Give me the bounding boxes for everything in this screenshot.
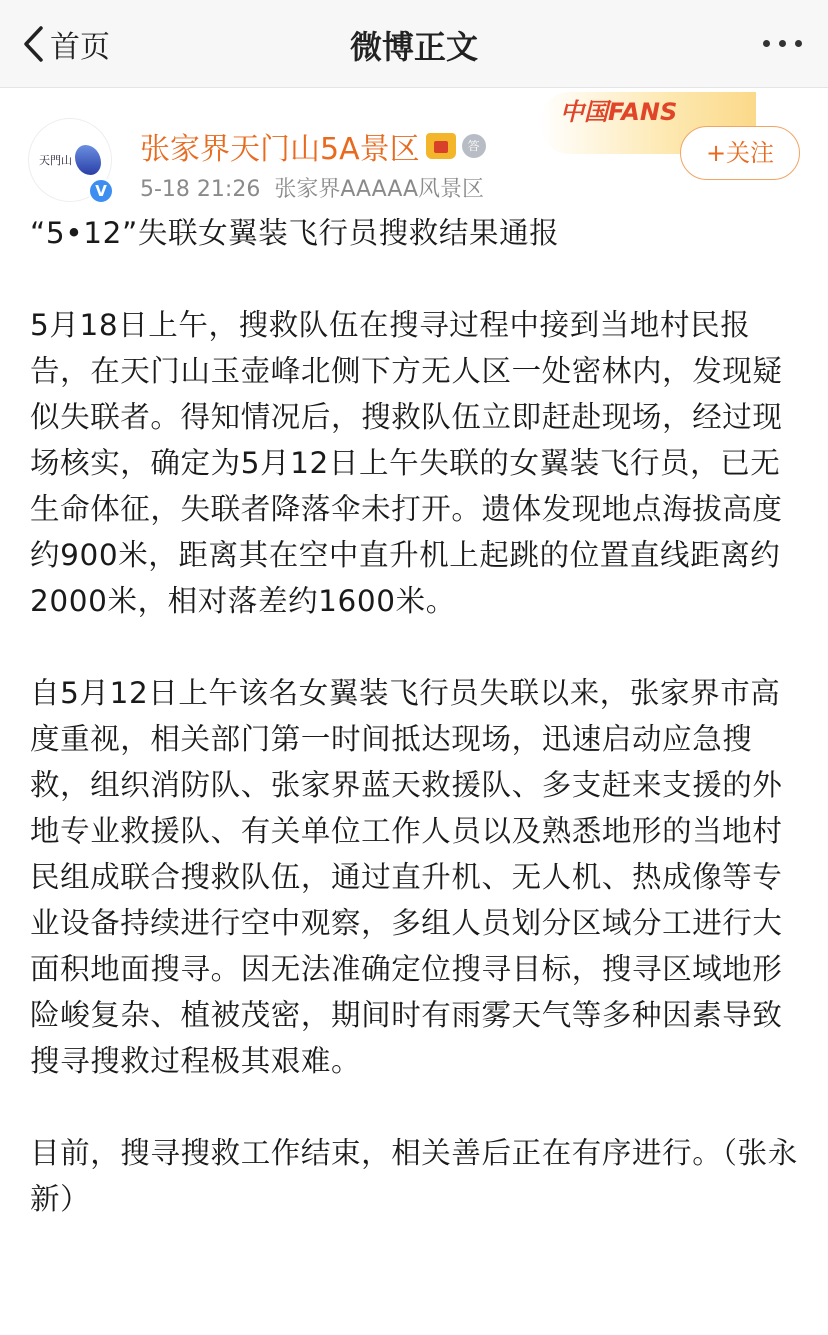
post-meta bbox=[140, 172, 498, 203]
follow-button[interactable]: +关注 bbox=[680, 126, 800, 180]
post-content bbox=[0, 210, 828, 1222]
verified-icon: V bbox=[88, 178, 114, 204]
post-header bbox=[0, 88, 828, 208]
back-label: 首页 bbox=[50, 30, 110, 65]
paragraph: 自5月12日上午该名女翼装飞行员失联以来，张家界市高度重视，相关部门第一时间抵达现场，迅速启动应急搜救，组织消防队、张家界蓝天救援队、多支赶来支援的外地专业救援队、有关单位工作人员以及熟悉地形的当地村民组成联合搜救队伍，通过直升机、无人机、热成像等专业设备持续进行空中观察，多组人员划分区域分工进行大面积地面搜寻。因无法准确定位搜寻目标，搜寻区域地形险峻复杂、植被茂密，期间时有雨雾天气等多种因素导致搜寻搜救过程极其艰难。 bbox=[30, 676, 783, 1078]
author-name-text: 张家界天门山5A景区 bbox=[140, 132, 420, 167]
crown-icon bbox=[426, 133, 456, 159]
nav-bar bbox=[0, 0, 828, 88]
page-title: 微博正文 bbox=[349, 28, 478, 66]
paragraph: 目前，搜寻搜救工作结束，相关善后正在有序进行。（张永新） bbox=[30, 1136, 798, 1216]
post-source: 张家界AAAAA风景区 bbox=[274, 177, 485, 202]
post-time: 5-18 21:26 bbox=[140, 177, 261, 202]
fans-badge: 中国FANS bbox=[540, 92, 756, 154]
more-options-icon[interactable] bbox=[763, 40, 802, 47]
post-title: “5•12”失联女翼装飞行员搜救结果通报 bbox=[30, 216, 560, 250]
author-name[interactable] bbox=[140, 124, 486, 168]
medal-icon: 答 bbox=[462, 134, 486, 158]
paragraph: 5月18日上午，搜救队伍在搜寻过程中接到当地村民报告，在天门山玉壶峰北侧下方无人区一处密林内，发现疑似失联者。得知情况后，搜救队伍立即赶赴现场，经过现场核实，确定为5月12日上午失联的女翼装飞行员，已无生命体征，失联者降落伞未打开。遗体发现地点海拔高度约900米，距离其在空中直升机上起跳的位置直线距离约2000米，相对落差约1600米。 bbox=[30, 308, 783, 618]
avatar-logo-text: 天門山 bbox=[39, 154, 72, 167]
